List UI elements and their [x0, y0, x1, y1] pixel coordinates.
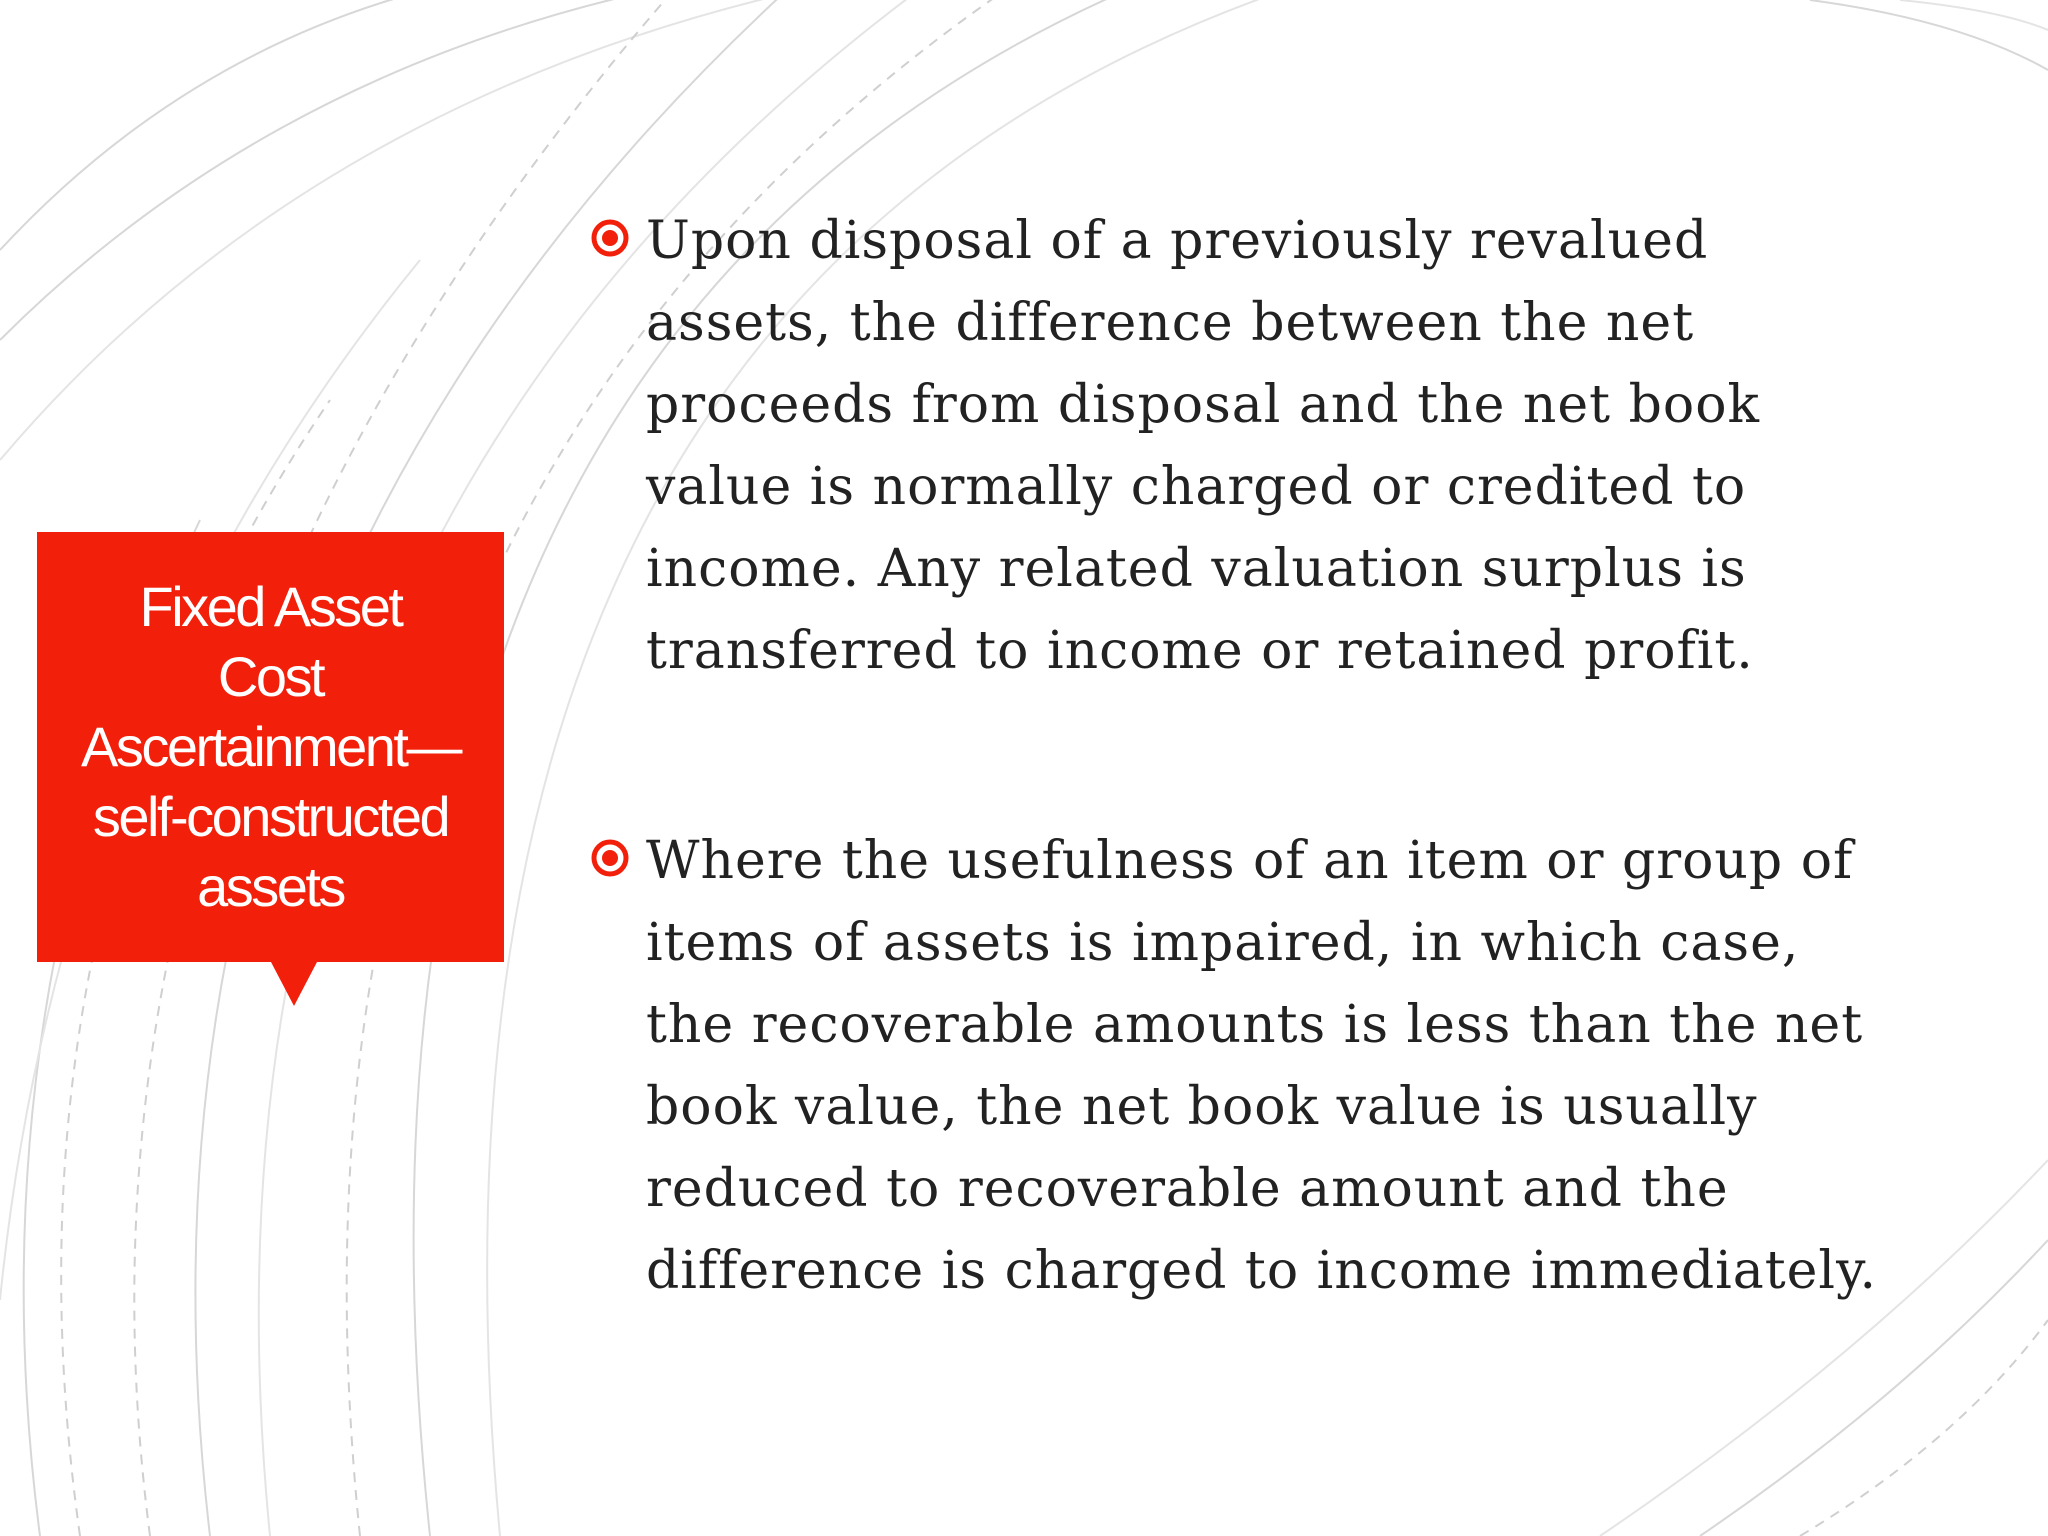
title-line: Fixed Asset [139, 575, 402, 638]
bullet-line: book value, the net book value is usually [646, 1077, 1758, 1137]
bullet-line: reduced to recoverable amount and the [646, 1159, 1729, 1219]
title-callout [37, 532, 504, 962]
target-bullet-icon [590, 218, 630, 258]
title-line: assets [197, 855, 344, 918]
bullet-line: the recoverable amounts is less than the net [646, 995, 1864, 1055]
bullet-line: Upon disposal of a previously revalued [646, 211, 1709, 271]
bullet-line: difference is charged to income immediately. [646, 1241, 1878, 1301]
title-line: Cost [217, 645, 324, 708]
bullet-line: income. Any related valuation surplus is [646, 539, 1747, 599]
title-line: Ascertainment— [81, 715, 460, 778]
bullet-line: proceeds from disposal and the net book [646, 375, 1761, 435]
title-line: self-constructed [92, 785, 449, 848]
bullet-line: transferred to income or retained profit. [646, 621, 1754, 681]
bullet-line: Where the usefulness of an item or group of [646, 831, 1854, 891]
target-bullet-icon [590, 838, 630, 878]
bullet-item [590, 200, 1890, 692]
bullet-line: value is normally charged or credited to [646, 457, 1747, 517]
bullet-line: items of assets is impaired, in which case, [646, 913, 1800, 973]
bullet-list [590, 200, 1890, 1312]
bullet-line: assets, the difference between the net [646, 293, 1695, 353]
slide-title [61, 572, 480, 922]
bullet-item [590, 820, 1890, 1312]
